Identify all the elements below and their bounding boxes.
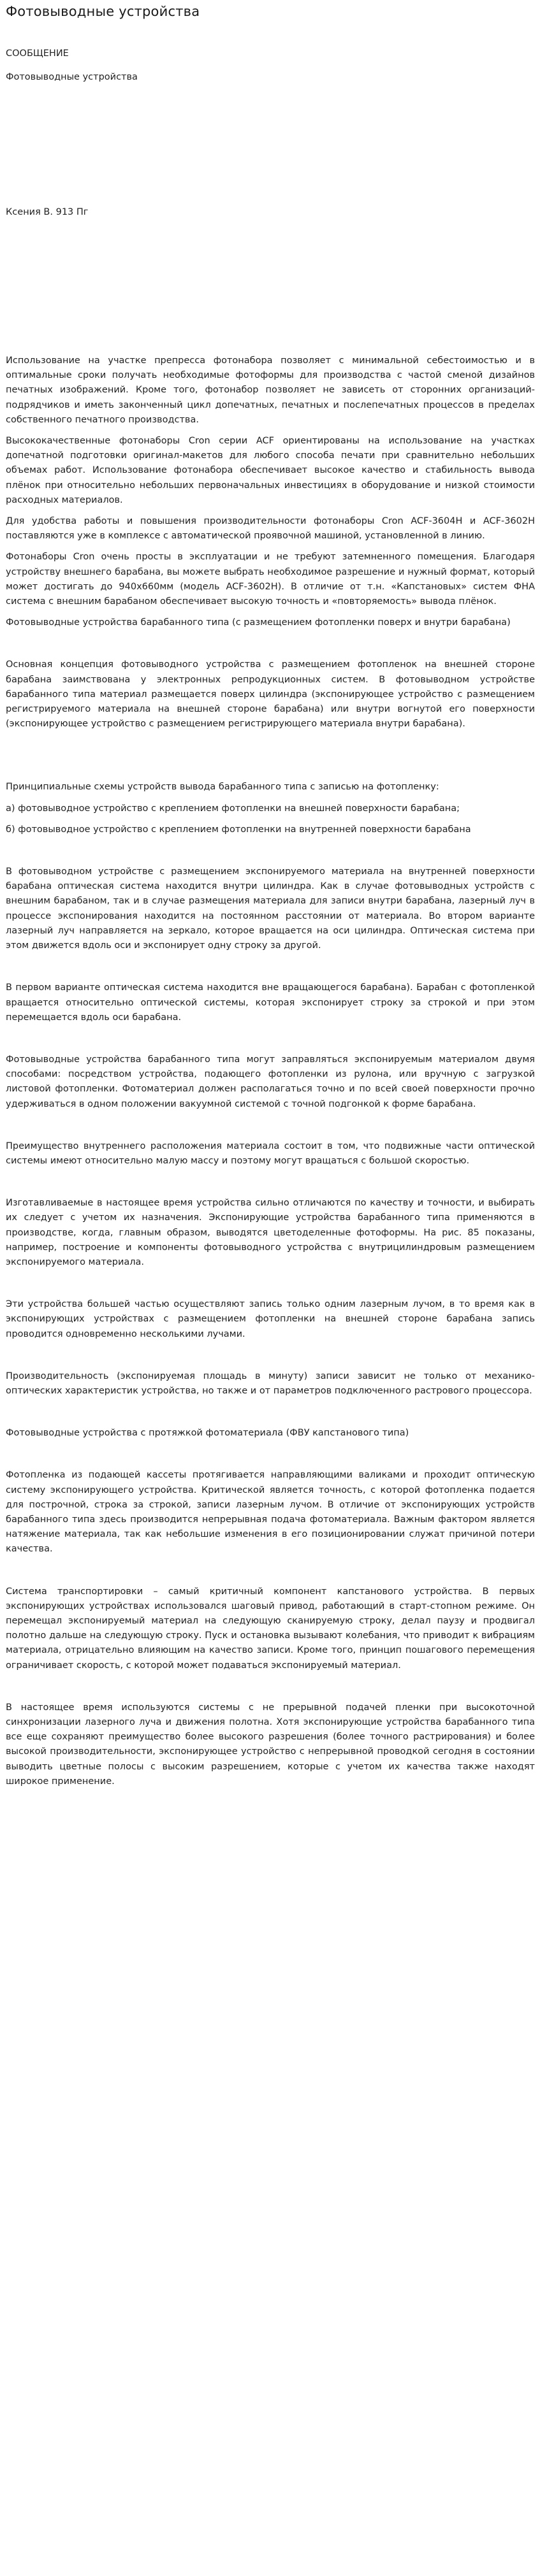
document-subtitle: Фотовыводные устройства bbox=[6, 72, 138, 82]
body-paragraph: Высококачественные фотонаборы Cron серии ACF ориентированы на использование на участках допечатной подготовки оригинал-макетов для любого способа печати при сравнительно небольших объемах работ. Использование фотонабора обеспечивает высокое качество и стабильность вывода плёнок при относительно небольших первоначальных инвестициях в оборудование и низкой стоимости расходных материалов. bbox=[6, 436, 535, 505]
body-paragraph: Принципиальные схемы устройств вывода барабанного типа с записью на фотопленку: bbox=[6, 782, 439, 793]
paragraph-gap bbox=[6, 1342, 535, 1363]
body-paragraph: б) фотовыводное устройство с креплением фотопленки на внутренней поверхности барабана bbox=[6, 824, 471, 835]
body-paragraph: Для удобства работы и повышения производительности фотонаборы Cron ACF-3604H и ACF-3602H поставляются уже в комплексе с автоматической проявочной машиной, установленной в линию. bbox=[6, 516, 535, 542]
paragraph-gap bbox=[6, 1399, 535, 1420]
paragraph-gap bbox=[6, 731, 535, 752]
paragraph-gap bbox=[6, 1025, 535, 1046]
body-paragraph: В первом варианте оптическая система находится вне вращающегося барабана). Барабан с фотопленкой вращается относительно оптической системы, которая экспонирует строку за строкой и при этом перемещается вдоль оси барабана. bbox=[6, 982, 535, 1023]
body-paragraph: Фотовыводные устройства с протяжкой фотоматериала (ФВУ капстанового типа) bbox=[6, 1428, 409, 1439]
body-paragraph: В настоящее время используются системы с не прерывной подачей пленки при высокоточной синхронизации лазерного луча и движения полотна. Хотя экспонирующие устройства барабанного типа все еще сохраняют преимущество более высокого разрешения (более точного растрирования) и более высокой производительности, экспонирующее устройство с непрерывной проводкой сегодня в состоянии выводить цветные полосы с высоким разрешением, которые с учетом их качества также находят широкое применение. bbox=[6, 1702, 535, 1787]
paragraph-gap bbox=[6, 630, 535, 651]
body-paragraph: Фотонаборы Cron очень просты в эксплуатации и не требуют затемненного помещения. Благодаря устройству внешнего барабана, вы можете выбрать необходимое разрешение и нужный формат, который может достигать до 940х660мм (модель ACF-3602H). В отличие от т.н. «Капстановых» систем ФНА система с внешним барабаном обеспечивает высокую точность и «повторяемость» вывода плёнок. bbox=[6, 552, 535, 607]
body-paragraph: Эти устройства большей частью осуществляют запись только одним лазерным лучом, в то время как в экспонирующих устройствах с размещением фотопленки на внешней стороне барабана запись проводится одновременно несколькими лучами. bbox=[6, 1299, 535, 1339]
paragraph-gap bbox=[6, 1270, 535, 1291]
paragraph-gap bbox=[6, 1441, 535, 1462]
body-paragraph: Система транспортировки – самый критичный компонент капстанового устройства. В первых экспонирующих устройствах использовался шаговый привод, работающий в старт-стопном режиме. Он перемещал экспонируемый материал на следующую сканируемую строку, делал паузу и продвигал полотно дальше на следующую строку. Пуск и остановка вызывают колебания, что приводит к вибрациям материала, отрицательно влияющим на качество записи. Кроме того, принцип пошагового перемещения ограничивает скорость, с которой может подаваться экспонируемый материал. bbox=[6, 1586, 535, 1671]
paragraph-gap bbox=[6, 953, 535, 974]
body-paragraph: Фотопленка из подающей кассеты протягивается направляющими валиками и проходит оптическую систему экспонирующего устройства. Критической является точность, с которой фотопленка подается для построчной, строка за строкой, записи лазерным лучом. В отличие от экспонирующих устройств барабанного типа здесь производится непрерывная подача фотоматериала. Важным фактором является натяжение материала, так как небольшие изменения в его позиционировании служат причиной потери качества. bbox=[6, 1470, 535, 1555]
paragraph-gap bbox=[6, 837, 535, 858]
body-paragraph: Фотовыводные устройства барабанного типа (с размещением фотопленки поверх и внутри барабана) bbox=[6, 617, 511, 628]
body-paragraph: Преимущество внутреннего расположения материала состоит в том, что подвижные части оптической системы имеют относительно малую массу и поэтому могут вращаться с большой скоростью. bbox=[6, 1140, 535, 1166]
paragraph-gap bbox=[6, 1169, 535, 1190]
body-paragraph: Производительность (экспонируемая площадь в минуту) записи зависит не только от механико-оптических характеристик устройства, но также и от параметров подключенного растрового процессора. bbox=[6, 1371, 535, 1396]
author-line: Ксения В. 913 Пг bbox=[6, 207, 89, 217]
body-paragraph: Использование на участке препресса фотонабора позволяет с минимальной себестоимостью и в оптимальные сроки получать необходимые фотоформы для производства с частой сменой дизайнов печатных изображений. Кроме того, фотонабор позволяет не зависеть от сторонних организаций-подрядчиков и иметь законченный цикл допечатных, печатных и послепечатных процессов в пределах собственного печатного производства. bbox=[6, 356, 535, 425]
paragraph-gap bbox=[6, 1112, 535, 1133]
body-paragraph: а) фотовыводное устройство с креплением фотопленки на внешней поверхности барабана; bbox=[6, 803, 460, 814]
body-paragraph: Изготавливаемые в настоящее время устройства сильно отличаются по качеству и точности, и выбирать их следует с учетом их назначения. Экспонирующие устройства барабанного типа применяются в производстве, когда, главным образом, выводятся цветоделенные фотоформы. На рис. 85 показаны, например, построение и компоненты фотовыводного устройства с внутрицилиндровым размещением экспонируемого материала. bbox=[6, 1198, 535, 1267]
document-body bbox=[6, 354, 535, 1789]
paragraph-gap bbox=[6, 1557, 535, 1578]
page-title: Фотовыводные устройства bbox=[6, 4, 200, 19]
paragraph-gap bbox=[6, 1673, 535, 1694]
body-paragraph: Фотовыводные устройства барабанного типа могут заправляться экспонируемым материалом двумя способами: посредством устройства, подающего фотопленки из рулона, или вручную с загрузкой листовой фотопленки. Фотоматериал должен располагаться точно и по всей своей поверхности прочно удерживаться в одном положении вакуумной системой с точной подгонкой к форме барабана. bbox=[6, 1054, 535, 1109]
section-label: СООБЩЕНИЕ bbox=[6, 48, 69, 59]
paragraph-gap bbox=[6, 752, 535, 774]
body-paragraph: В фотовыводном устройстве с размещением экспонируемого материала на внутренней поверхности барабана оптическая система находится внутри цилиндра. Как в случае фотовыводных устройств с внешним барабаном, так и в случае размещения материала для записи внутри барабана, лазерный луч в процессе экспонирования находится на постоянном расстоянии от материала. Во втором варианте лазерный луч направляется на зеркало, которое вращается на оси цилиндра. Оптическая система при этом движется вдоль оси и экспонирует одну строку за другой. bbox=[6, 867, 535, 951]
body-paragraph: Основная концепция фотовыводного устройства с размещением фотопленок на внешней стороне барабана заимствована у электронных репродукционных систем. В фотовыводном устройстве барабанного типа материал размещается поверх цилиндра (экспонирующее устройство с размещением регистрируемого материала на внешней стороне барабана) или внутри вогнутой его поверхности (экспонирующее устройство с размещением регистрирующего материала внутри барабана). bbox=[6, 659, 535, 730]
